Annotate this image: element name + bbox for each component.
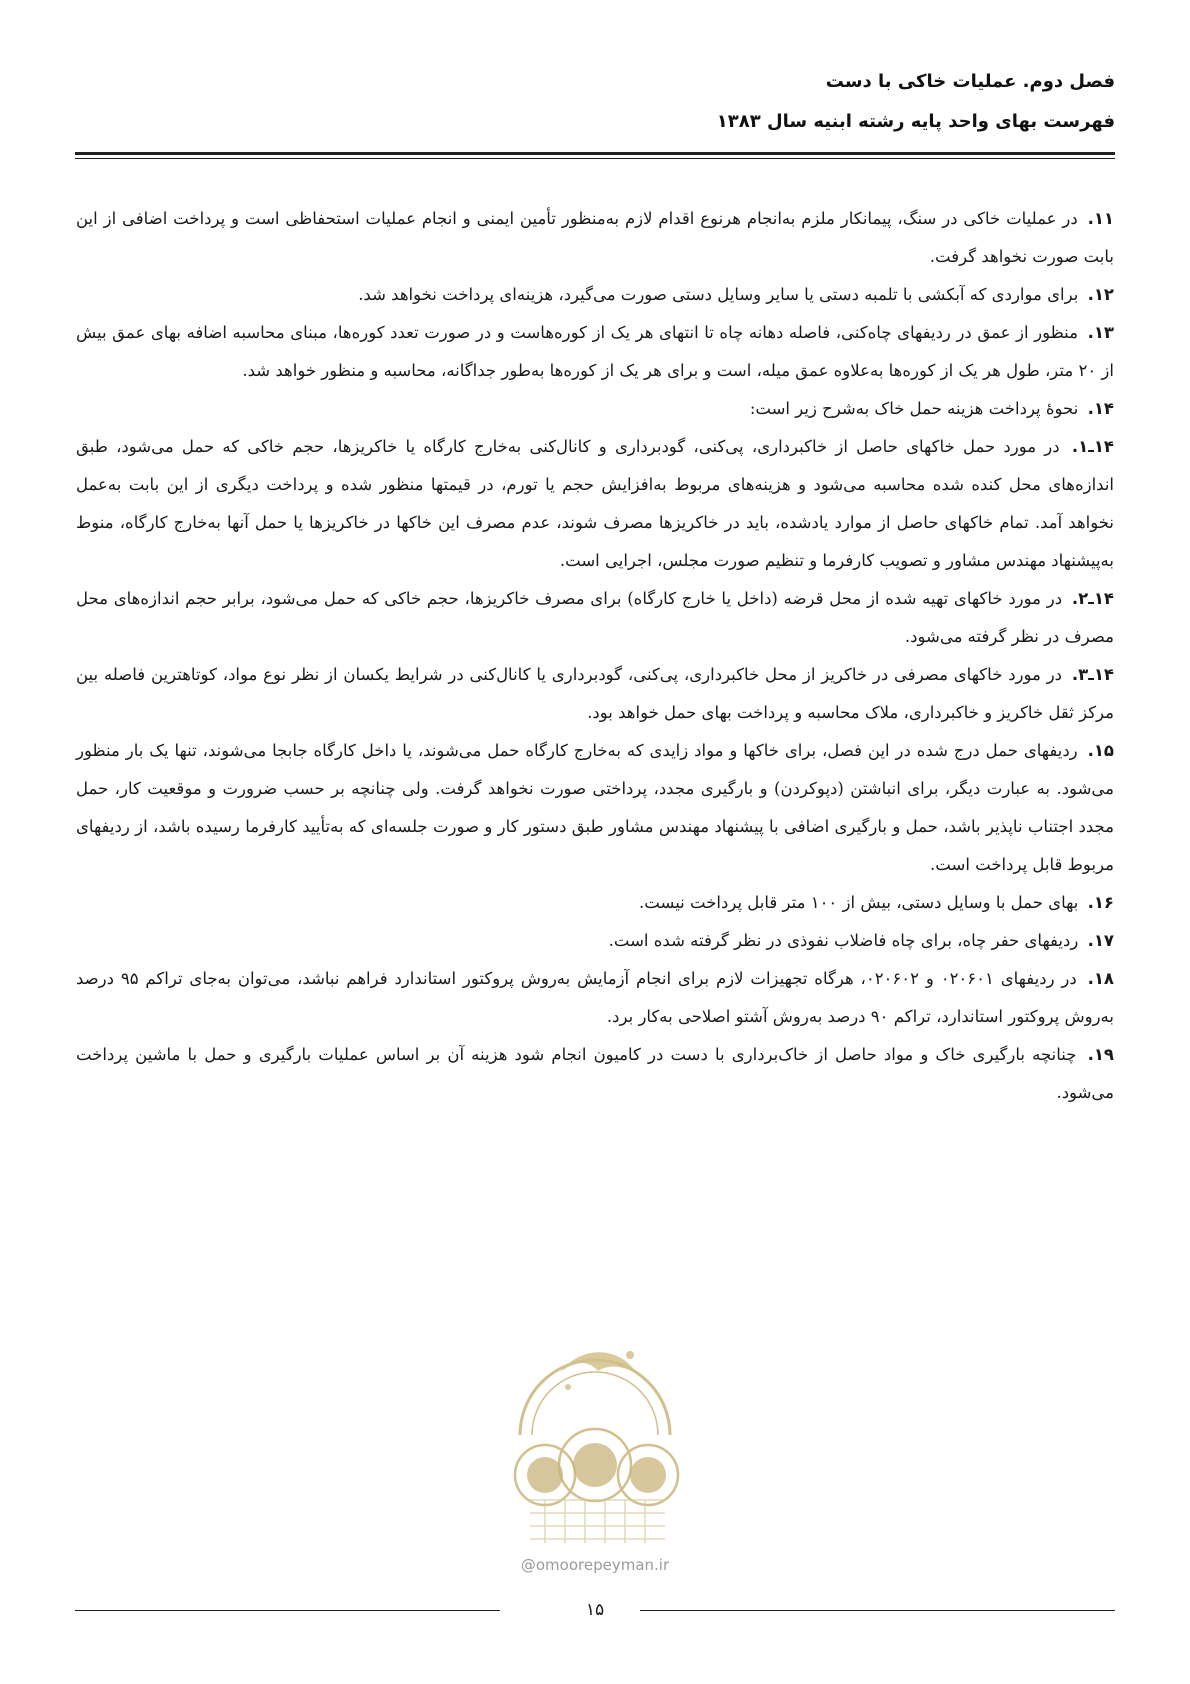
page-footer bbox=[75, 1598, 1115, 1622]
header-rule-thick bbox=[75, 152, 1115, 155]
paragraph-number: ۱۴ـ۲. bbox=[1071, 589, 1114, 608]
paragraph-number: ۱۶. bbox=[1087, 893, 1114, 912]
paragraph-text: در عملیات خاکی در سنگ، پیمانکار ملزم به‌انجام هرنوع اقدام لازم به‌منظور تأمین ایمنی و انجام عملیات استحفاظی است و پرداخت اضافی از این بابت صورت نخواهد گرفت. bbox=[76, 209, 1114, 266]
paragraph-12 bbox=[76, 276, 1114, 314]
chapter-title: فصل دوم. عملیات خاکی با دست bbox=[825, 71, 1115, 92]
paragraph-14-3 bbox=[76, 656, 1114, 732]
paragraph-17 bbox=[76, 922, 1114, 960]
paragraph-14-1 bbox=[76, 428, 1114, 580]
paragraph-number: ۱۴ـ۳. bbox=[1071, 665, 1115, 684]
document-title: فهرست بهای واحد پایه رشته ابنیه سال ۱۳۸۳ bbox=[716, 111, 1115, 132]
paragraph-number: ۱۸. bbox=[1087, 969, 1115, 988]
paragraph-text: بهای حمل با وسایل دستی، بیش از ۱۰۰ متر قابل پرداخت نیست. bbox=[639, 893, 1079, 912]
paragraph-text: در مورد حمل خاکهای حاصل از خاکبرداری، پی‌کنی، گودبرداری و کانال‌کنی به‌خارج کارگاه یا خاکریزها، حجم خاکی که حمل می‌شود، طبق اندازه‌های محل کنده شده محاسبه می‌شود و هزینه‌های مربوط به‌افزایش حجم یا تورم، در قیمتها منظور شده و پرداخت دیگری از این بابت به‌عمل نخواهد آمد. تمام خاکهای حاصل از موارد یادشده، باید در خاکریزها مصرف شوند، عدم مصرف این خاکها در خاکریزها یا حمل آنها به‌خارج کارگاه، منوط به‌پیشنهاد مهندس مشاور و تصویب کارفرما و تنظیم صورت مجلس، اجرایی است. bbox=[76, 437, 1114, 570]
paragraph-11 bbox=[76, 200, 1114, 276]
watermark-url: @omoorepeyman.ir bbox=[520, 1556, 670, 1574]
page-number: ۱۵ bbox=[585, 1600, 605, 1620]
paragraph-16 bbox=[76, 884, 1114, 922]
paragraph-text: برای مواردی که آبکشی با تلمبه دستی یا سایر وسایل دستی صورت می‌گیرد، هزینه‌ای پرداخت نخواهد شد. bbox=[358, 285, 1079, 304]
paragraph-number: ۱۹. bbox=[1087, 1045, 1115, 1064]
paragraph-text: در مورد خاکهای تهیه شده از محل قرضه (داخل یا خارج کارگاه) برای مصرف خاکریزها، حجم خاکی که حمل می‌شود، برابر حجم اندازه‌های محل مصرف در نظر گرفته می‌شود. bbox=[76, 589, 1114, 646]
paragraph-14-2 bbox=[76, 580, 1114, 656]
paragraph-18 bbox=[76, 960, 1114, 1036]
paragraph-13 bbox=[76, 314, 1114, 390]
paragraph-number: ۱۵. bbox=[1087, 741, 1114, 760]
watermark-logo bbox=[490, 1315, 700, 1555]
paragraph-text: ردیفهای حفر چاه، برای چاه فاضلاب نفوذی در نظر گرفته شده است. bbox=[608, 931, 1079, 950]
paragraph-number: ۱۳. bbox=[1087, 323, 1114, 342]
paragraph-text: در مورد خاکهای مصرفی در خاکریز از محل خاکبرداری، پی‌کنی، گودبرداری یا کانال‌کنی در شرایط یکسان از نظر نوع مواد، کوتاهترین فاصله بین مرکز ثقل خاکریز و خاکبرداری، ملاک محاسبه و پرداخت بهای حمل خواهد بود. bbox=[76, 665, 1114, 722]
paragraph-text: منظور از عمق در ردیفهای چاه‌کنی، فاصله دهانه چاه تا انتهای هر یک از کوره‌هاست و در صورت تعدد کوره‌ها، مبنای محاسبه اضافه بهای عمق بیش از ۲۰ متر، طول هر یک از کوره‌ها به‌علاوه عمق میله، است و برای هر یک از کوره‌ها به‌طور جداگانه، محاسبه و منظور خواهد شد. bbox=[76, 323, 1114, 380]
page-header bbox=[75, 62, 1115, 142]
header-rule-thin bbox=[75, 158, 1115, 159]
paragraph-number: ۱۴ـ۱. bbox=[1071, 437, 1114, 456]
paragraph-number: ۱۲. bbox=[1087, 285, 1114, 304]
paragraph-number: ۱۴. bbox=[1087, 399, 1114, 418]
paragraph-19 bbox=[76, 1036, 1114, 1112]
paragraph-number: ۱۱. bbox=[1087, 209, 1114, 228]
paragraph-text: چنانچه بارگیری خاک و مواد حاصل از خاک‌برداری با دست در کامیون انجام شود هزینه آن بر اساس عملیات بارگیری و حمل با ماشین پرداخت می‌شود. bbox=[76, 1045, 1114, 1102]
paragraph-text: ردیفهای حمل درج شده در این فصل، برای خاکها و مواد زایدی که به‌خارج کارگاه حمل می‌شوند، یا داخل کارگاه جابجا می‌شوند، تنها یک بار منظور می‌شود. به عبارت دیگر، برای انباشتن (دپوکردن) و بارگیری مجدد، پرداختی صورت نخواهد گرفت. ولی چنانچه بر حسب ضرورت و موقعیت کار، حمل مجدد اجتناب ناپذیر باشد، حمل و بارگیری اضافی با پیشنهاد مهندس مشاور طبق دستور کار و صورت جلسه‌ای که به‌تأیید کارفرما رسیده باشد، از ردیفهای مربوط قابل پرداخت است. bbox=[76, 741, 1114, 874]
paragraph-14 bbox=[76, 390, 1114, 428]
paragraph-text: نحوهٔ پرداخت هزینه حمل خاک به‌شرح زیر است: bbox=[749, 399, 1079, 418]
paragraph-number: ۱۷. bbox=[1087, 931, 1114, 950]
paragraph-15 bbox=[76, 732, 1114, 884]
paragraph-text: در ردیفهای ۰۲۰۶۰۱ و ۰۲۰۶۰۲، هرگاه تجهیزات لازم برای انجام آزمایش به‌روش پروکتور استاندارد فراهم نباشد، می‌توان به‌جای تراکم ۹۵ درصد به‌روش پروکتور استاندارد، تراکم ۹۰ درصد به‌روش آشتو اصلاحی به‌کار برد. bbox=[76, 969, 1114, 1026]
body-text bbox=[76, 200, 1114, 1112]
watermark-logo-graphic bbox=[490, 1315, 700, 1555]
